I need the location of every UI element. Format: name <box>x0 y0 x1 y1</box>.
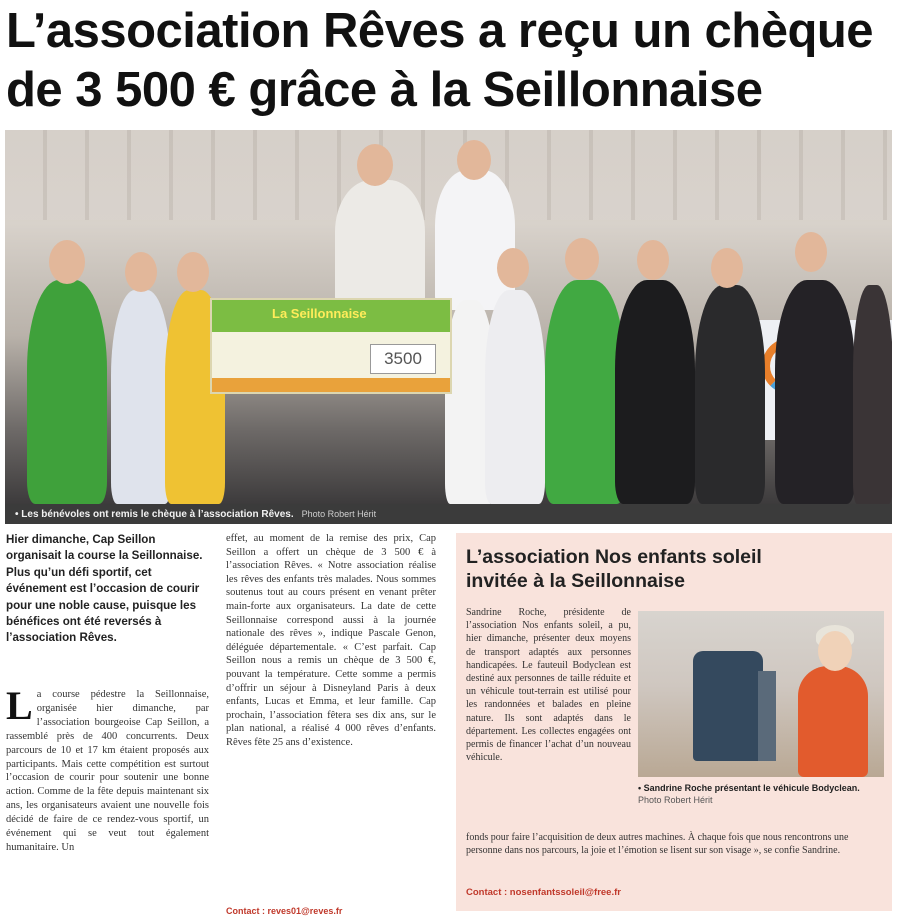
person-head <box>357 144 393 186</box>
person-figure <box>775 280 855 504</box>
giant-cheque <box>210 298 452 394</box>
wheelchair-frame <box>758 671 776 761</box>
person-head <box>795 232 827 272</box>
sidebar-caption-credit: Photo Robert Hérit <box>638 794 713 805</box>
sidebar-contact-text: Contact : nosenfantssoleil@free.fr <box>466 887 621 898</box>
person-head <box>565 238 599 280</box>
sidebar-body: Sandrine Roche, présidente de l’association Nos enfants soleil, a pu, hier dimanche, présenter deux moyens de transport adaptés aux personnes handicapées. Le fauteuil Bodyclean est destiné aux personnes de taille réduite et un véhicule tout-terrain est utilisé pour les randonnées et balades en pleine nature. Ils sont adaptés dans le département. Les collectes engagées ont permis de financer l’achat d’un nouveau véhicule. <box>466 607 631 764</box>
cheque-strip <box>212 378 450 392</box>
headline-line-2: de 3 500 € grâce à la Seillonnaise <box>6 63 763 117</box>
person-head <box>125 252 157 292</box>
person-head <box>457 140 491 180</box>
person-figure <box>545 280 625 504</box>
person-head <box>711 248 743 288</box>
main-photo <box>5 130 892 504</box>
sidebar-photo-caption <box>638 783 884 806</box>
photo-caption-text: • Les bénévoles ont remis le chèque à l’association Rêves. <box>15 509 294 520</box>
sidebar-contact <box>466 887 621 898</box>
article-contact <box>226 905 436 917</box>
photo-caption <box>15 506 376 523</box>
person-figure <box>485 290 545 504</box>
sidebar-title-line-2: invitée à la Seillonnaise <box>466 570 685 592</box>
headline-line-1: L’association Rêves a reçu un chèque <box>6 4 874 58</box>
article-dropcap: L <box>6 683 33 728</box>
sidebar-box <box>456 533 892 911</box>
cheque-amount: 3500 <box>370 344 436 374</box>
sidebar-caption-text: • Sandrine Roche présentant le véhicule Bodyclean. <box>638 783 860 793</box>
sidebar-title <box>466 545 876 593</box>
person-figure <box>335 180 425 310</box>
person-figure <box>111 290 171 504</box>
sidebar-body-continued: fonds pour faire l’acquisition de deux autres machines. À chaque fois que nous rencontrons une personne dans nos parcours, la joie et l’émotion se lisent sur son visage », se confie Sandrine. <box>466 832 849 857</box>
person-head <box>49 240 85 284</box>
person-head <box>177 252 209 292</box>
person-figure <box>695 285 765 504</box>
article-body-col2: effet, au moment de la remise des prix, Cap Seillon a offert un chèque de 3 500 € à l’association Rêves. « Notre association réalise les rêves des enfants très malades. Nous sommes soutenus tout au cours présent en venant prêter main-forte aux organisateurs. La date de cette Seillonnaise correspond aussi à la journée nationale des rêves », indique Pascale Genon, déléguée départementale. « C’est parfait. Cap Seillon nous a remis un chèque de 3 500 €, pouvant la température. Cette somme a permis d’offrir un séjour à Disneyland Paris à deux enfants, Lucas et Emma, et leur famille. Cap prochain, l’association fêtera ses dix ans, sur le plan national, a réalisé 4 000 rêves d’enfants. Rêves fête 25 ans d’existence. <box>226 533 436 748</box>
person-figure <box>615 280 695 504</box>
headline <box>6 2 894 120</box>
woman-head <box>818 631 852 671</box>
article-lead: Hier dimanche, Cap Seillon organisait la course la Seillonnaise. Plus qu’un défi sportif, cet événement est l’occasion de courir pour une noble cause, puisque les bénéfices ont été reversés à l’association Rêves. <box>6 533 203 645</box>
person-figure <box>853 285 892 504</box>
person-figure <box>27 280 107 504</box>
article-body-text: a course pédestre la Seillonnaise, organisée hier dimanche, par l’association bourgeoise Cap Seillon, a rassemblé près de 400 concurrents. Deux parcours de 10 et 17 km étaient proposés aux participants. Mais cette compétition est surtout l’occasion de courir pour soutenir une bonne action. Comme de la fête depuis maintenant six ans, les organisateurs avaient une nouvelle fois décidé de faire de ce rendez-vous sportif, un événement qui se veut tout également humanitaire. Un <box>6 689 209 853</box>
person-figure <box>435 170 515 310</box>
person-head <box>497 248 529 288</box>
person-head <box>637 240 669 280</box>
wheelchair-shape <box>693 651 763 761</box>
woman-figure <box>798 666 868 777</box>
article-body-col1 <box>6 683 209 855</box>
article-contact-text: Contact : reves01@reves.fr <box>226 906 343 916</box>
cheque-name: La Seillonnaise <box>272 306 367 321</box>
photo-caption-bar <box>5 504 892 524</box>
photo-credit: Photo Robert Hérit <box>301 509 377 519</box>
sidebar-photo <box>638 611 884 777</box>
sidebar-title-line-1: L’association Nos enfants soleil <box>466 546 762 568</box>
